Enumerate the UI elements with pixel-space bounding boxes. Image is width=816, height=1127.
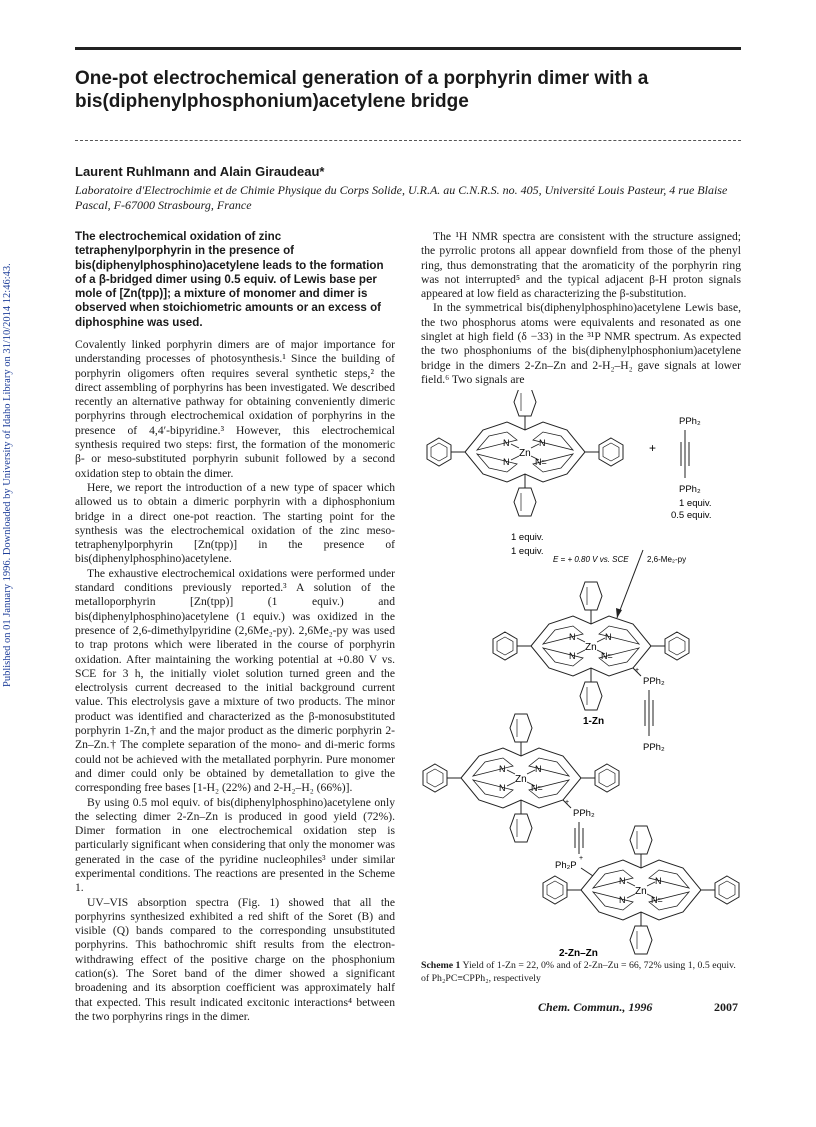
n-atom-label: N	[605, 632, 612, 642]
abstract: The electrochemical oxidation of zinc tetraphenylporphyrin in the presence of bis(diphenylphosphino)acetylene leads to the formation of a β-bridged dimer using 0.5 equiv. of Lewis base per mole of [Zn(tpp)]; a mixture of monomer and dimer is observed when stoichiometric amounts or an excess of diphosphine was used.	[75, 230, 384, 329]
charge-label: +	[635, 667, 640, 674]
pph2-label: PPh₂	[679, 484, 701, 495]
left-column	[75, 338, 395, 1024]
title-divider	[75, 140, 741, 141]
top-rule	[75, 47, 741, 50]
pph2-label: PPh₂	[643, 676, 665, 687]
n-atom-label: N	[539, 438, 546, 448]
condition-base: 2,6-Me₂-py	[647, 555, 687, 564]
n-atom-label: N	[499, 783, 506, 793]
paragraph: In the symmetrical bis(diphenylphosphino)acetylene Lewis base, the two phosphorus atoms were equivalents and resonated as one singlet at high field (δ −33) in the ³¹P NMR spectrum. As expected the two phosphoniums of the bis(diphenylphosphonium)acetylene bridge in the dimers 2-Zn–Zn and 2-H₂–H₂ gave signals at lower field.⁶ Two signals are	[421, 301, 741, 386]
zn-tpp-structure	[427, 390, 623, 516]
paragraph: Here, we report the introduction of a new type of spacer which allowed us to obtain a dimeric porphyrin with a diphosphonium bridge in a direct one-pot reaction. The starting point for the synthesis was the electrochemical oxidation of the zinc meso-tetraphenylporphyrin [Zn(tpp)] in the presence of bis(diphenylphosphino)acetylene.	[75, 480, 395, 566]
pph2-label: PPh₂	[679, 416, 701, 427]
diphosphine-equiv: 0.5 equiv.	[671, 510, 712, 521]
n-atom-label: N=	[601, 651, 613, 661]
reactant-equiv: 1 equiv.	[511, 546, 544, 557]
scheme-caption-text: Yield of 1-Zn = 22, 0% and of 2-Zn–Zu = 66, 72% using 1, 0.5 equiv. of Ph₂PC≡CPPh₂, respectively	[421, 960, 736, 984]
affiliation: Laboratoire d'Electrochimie et de Chimie Physique du Corps Solide, U.R.A. au C.N.R.S. no. 405, Université Louis Pasteur, 4 rue Blaise Pascal, F-67000 Strasbourg, France	[75, 183, 728, 212]
n-atom-label: N	[535, 764, 542, 774]
reactant-equiv: 1 equiv.	[511, 532, 544, 543]
paragraph: UV–VIS absorption spectra (Fig. 1) showed that all the porphyrins synthesized exhibited a red shift of the Soret (B) and visible (Q) bands compared to the corresponding unsubstituted porphyrins. This bathochromic shift results from the electron-withdrawing effect of the positive charge on the phosphonium cation(s). The Soret band of the dimer showed a significant broadening and its absorption coefficient was approximately half that expected. This result indicated excitonic interactions⁴ between the two porphyrins rings in the dimer.	[75, 895, 395, 1023]
paragraph: By using 0.5 mol equiv. of bis(diphenylphosphino)acetylene only the selecting dimer 2-Zn–Zn is produced in good yield (72%). Dimer formation in one electrochemical oxidation step is particularly significant when considering that only the monomer was generated in the case of the pyridine nucleophiles³ under similar experimental conditions. The reactions are presented in the Scheme 1.	[75, 795, 395, 895]
authors: Laurent Ruhlmann and Alain Giraudeau*	[75, 164, 325, 179]
paragraph: The exhaustive electrochemical oxidations were performed under standard conditions previously reported.³ A solution of the metalloporphyrin [Zn(tpp)] (1 equiv.) and bis(diphenylphosphino)acetylene (1 equiv.) was oxidized in the presence of 2,6-dimethylpyridine (2,6Me₂-py). 2,6Me₂-py was used to trap protons which were liberated in the course of porphyrin oxidation. After maintaining the working potential at +0.80 V vs. SCE for 3 h, the initially violet solution turned green and the electrolysis current decreased to the initial background current value. This electrolysis gave a mixture of two products. The minor product was identified and characterized as the β-monosubstituted porphyrin 1-Zn,† and the major product as the dimeric porphyrin 2-Zn–Zn.† The complete separation of the mono- and di-meric forms could not be achieved with the metallated porphyrin. Pure monomer and dimer could only be obtained by demetallation to give the corresponding free bases [1-H₂ (22%) and 2-H₂–H₂ (66%)].	[75, 566, 395, 795]
paragraph: The ¹H NMR spectra are consistent with the structure assigned; the pyrrolic protons all appear downfield from those of the phenyl ring, thus demonstrating that the aromaticity of the porphyrin ring was not interrupted⁵ and the typical adjacent β-H proton signals appeared at low field as characterizing the β-substitution.	[421, 230, 741, 301]
pph2-label: PPh₂	[573, 808, 595, 819]
n-atom-label: N	[499, 764, 506, 774]
n-atom-label: N=	[535, 457, 547, 467]
zn-atom-label: Zn	[635, 886, 647, 897]
n-atom-label: N	[619, 876, 626, 886]
monomer-1-zn-structure	[493, 582, 689, 753]
n-atom-label: N=	[531, 783, 543, 793]
dimer-2-zn-zn-structure	[423, 714, 739, 954]
n-atom-label: N	[503, 457, 510, 467]
download-notice: Published on 01 January 1996. Downloaded by University of Idaho Library on 31/10/2014 12:46:43.	[2, 263, 13, 687]
diphosphine-equiv: 1 equiv.	[679, 498, 712, 509]
pph2-label: PPh₂	[643, 742, 665, 753]
n-atom-label: N	[655, 876, 662, 886]
right-column	[421, 230, 741, 387]
ph2p-label: Ph₂P	[555, 860, 577, 871]
zn-atom-label: Zn	[515, 774, 527, 785]
compound-label-2: 2-Zn–Zn	[559, 948, 598, 959]
diphosphine-structure	[671, 416, 712, 521]
n-atom-label: N	[619, 895, 626, 905]
article-title: One-pot electrochemical generation of a porphyrin dimer with a bis(diphenylphosphonium)acetylene bridge	[75, 68, 649, 112]
reaction-scheme	[421, 390, 741, 960]
charge-label: +	[565, 799, 570, 806]
n-atom-label: N	[503, 438, 510, 448]
condition-potential: E = + 0.80 V vs. SCE	[553, 555, 629, 564]
n-atom-label: N	[569, 651, 576, 661]
n-atom-label: N=	[651, 895, 663, 905]
zn-atom-label: Zn	[585, 642, 597, 653]
n-atom-label: N	[569, 632, 576, 642]
plus-sign: +	[649, 441, 657, 455]
journal-citation: Chem. Commun., 1996	[538, 1000, 653, 1014]
scheme-caption	[421, 960, 741, 985]
scheme-drawing	[421, 390, 741, 960]
charge-label: +	[579, 855, 584, 862]
paragraph: Covalently linked porphyrin dimers are of major importance for understanding processes of photosynthesis.¹ Since the building of porphyrin oligomers often requires several synthetic steps,² the direct assembling of porphyrins has been investigated. We described recently an alternative pathway for obtaining conveniently dimeric porphyrins through electrochemical oxidation of porphyrins in the presence of 4,4′-bipyridine.³ However, this electrochemical synthesis required two steps: first, the formation of the monomeric β- or meso-substituted porphyrin subunit followed by a second oxidation step to obtain the dimer.	[75, 338, 395, 480]
page-number: 2007	[714, 1000, 738, 1014]
zn-atom-label: Zn	[519, 448, 531, 459]
compound-label-1: 1-Zn	[583, 716, 605, 727]
scheme-caption-label: Scheme 1	[421, 960, 461, 971]
